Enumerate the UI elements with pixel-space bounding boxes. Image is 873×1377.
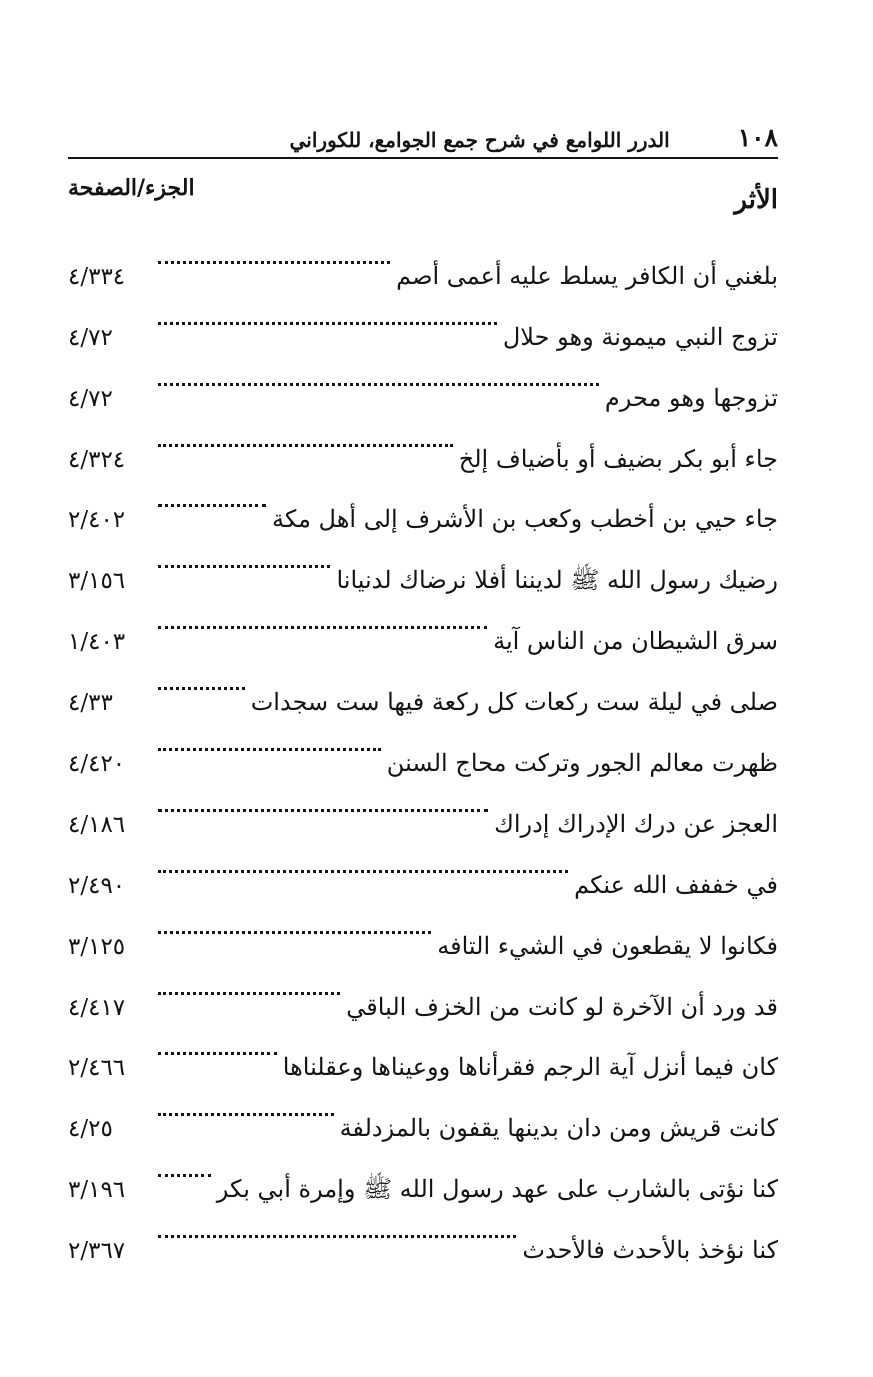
entry-reference: ٤/٣٣	[68, 690, 113, 717]
entry-text: العجز عن درك الإدراك إدراك	[494, 809, 778, 838]
leader-dots	[158, 771, 488, 832]
entry-reference: ٢/٤٦٦	[68, 1055, 126, 1082]
entry-text: في خففف الله عنكم	[574, 870, 778, 899]
entry-text: جاء أبو بكر بضيف أو بأضياف إلخ	[458, 444, 778, 473]
entry-text: تزوج النبي ميمونة وهو حلال	[502, 322, 778, 351]
entry-reference: ٢/٤٩٠	[68, 872, 126, 899]
leader-dots	[158, 649, 245, 710]
entry-reference: ٤/٤٢٠	[68, 751, 126, 778]
entry-reference: ٢/٤٠٢	[68, 507, 126, 534]
entry-text: تزوجها وهو محرم	[604, 383, 778, 412]
entry-text: صلى في ليلة ست ركعات كل ركعة فيها ست سجدات	[250, 688, 778, 717]
leader-dots	[158, 467, 266, 528]
entry-reference: ٣/١٥٦	[68, 568, 126, 595]
entry-text: فكانوا لا يقطعون في الشيء التافه	[437, 931, 778, 960]
entry-reference: ٤/٧٢	[68, 385, 113, 412]
column-header-volume-page: الجزء/الصفحة	[68, 175, 195, 201]
column-header-athar: الأثر	[734, 185, 778, 215]
leader-dots	[158, 893, 431, 954]
entry-text: كنا نؤخذ بالأحدث فالأحدث	[522, 1236, 778, 1265]
leader-dots	[158, 1015, 277, 1076]
leader-dots	[158, 284, 497, 345]
leader-dots	[158, 1136, 211, 1197]
entry-text: قد ورد أن الآخرة لو كانت من الخزف الباقي	[346, 992, 778, 1021]
entry-reference: ٣/١٢٥	[68, 933, 126, 960]
column-headers	[68, 159, 778, 215]
leader-dots	[158, 588, 487, 649]
leader-dots	[158, 345, 599, 406]
entry-reference: ٣/١٩٦	[68, 1177, 126, 1204]
page-number: ١٠٨	[737, 123, 778, 152]
entry-text: كنا نؤتى بالشارب على عهد رسول الله ﷺ وإمرة أبي بكر	[216, 1175, 778, 1204]
entry-reference: ٤/٧٢	[68, 324, 113, 351]
index-entry	[68, 223, 778, 290]
leader-dots	[158, 1075, 334, 1136]
book-title: الدرر اللوامع في شرح جمع الجوامع، للكوراني	[289, 128, 670, 152]
entry-reference: ٤/٤١٧	[68, 994, 126, 1021]
entry-text: سرق الشيطان من الناس آية	[493, 627, 778, 656]
entry-reference: ٢/٣٦٧	[68, 1238, 126, 1265]
leader-dots	[158, 223, 390, 284]
index-entries	[68, 223, 778, 1265]
entry-reference: ٤/٣٣٤	[68, 263, 126, 290]
entry-text: كان فيما أنزل آية الرجم فقرأناها ووعيناها وعقلناها	[282, 1053, 778, 1082]
entry-text: رضيك رسول الله ﷺ لديننا أفلا نرضاك لدنيانا	[336, 566, 778, 595]
entry-reference: ٤/٣٢٤	[68, 446, 126, 473]
entry-reference: ١/٤٠٣	[68, 629, 126, 656]
running-header	[68, 110, 778, 150]
index-page	[68, 110, 778, 1265]
leader-dots	[158, 527, 330, 588]
leader-dots	[158, 406, 453, 467]
leader-dots	[158, 832, 568, 893]
entry-text: ظهرت معالم الجور وتركت محاج السنن	[386, 749, 778, 778]
entry-reference: ٤/١٨٦	[68, 811, 126, 838]
leader-dots	[158, 710, 381, 771]
leader-dots	[158, 1197, 516, 1258]
entry-text: كانت قريش ومن دان بدينها يقفون بالمزدلفة	[339, 1114, 778, 1143]
entry-text: جاء حيي بن أخطب وكعب بن الأشرف إلى أهل مكة	[271, 505, 778, 534]
entry-text: بلغني أن الكافر يسلط عليه أعمى أصم	[396, 261, 778, 290]
leader-dots	[158, 954, 340, 1015]
entry-reference: ٤/٢٥	[68, 1116, 113, 1143]
